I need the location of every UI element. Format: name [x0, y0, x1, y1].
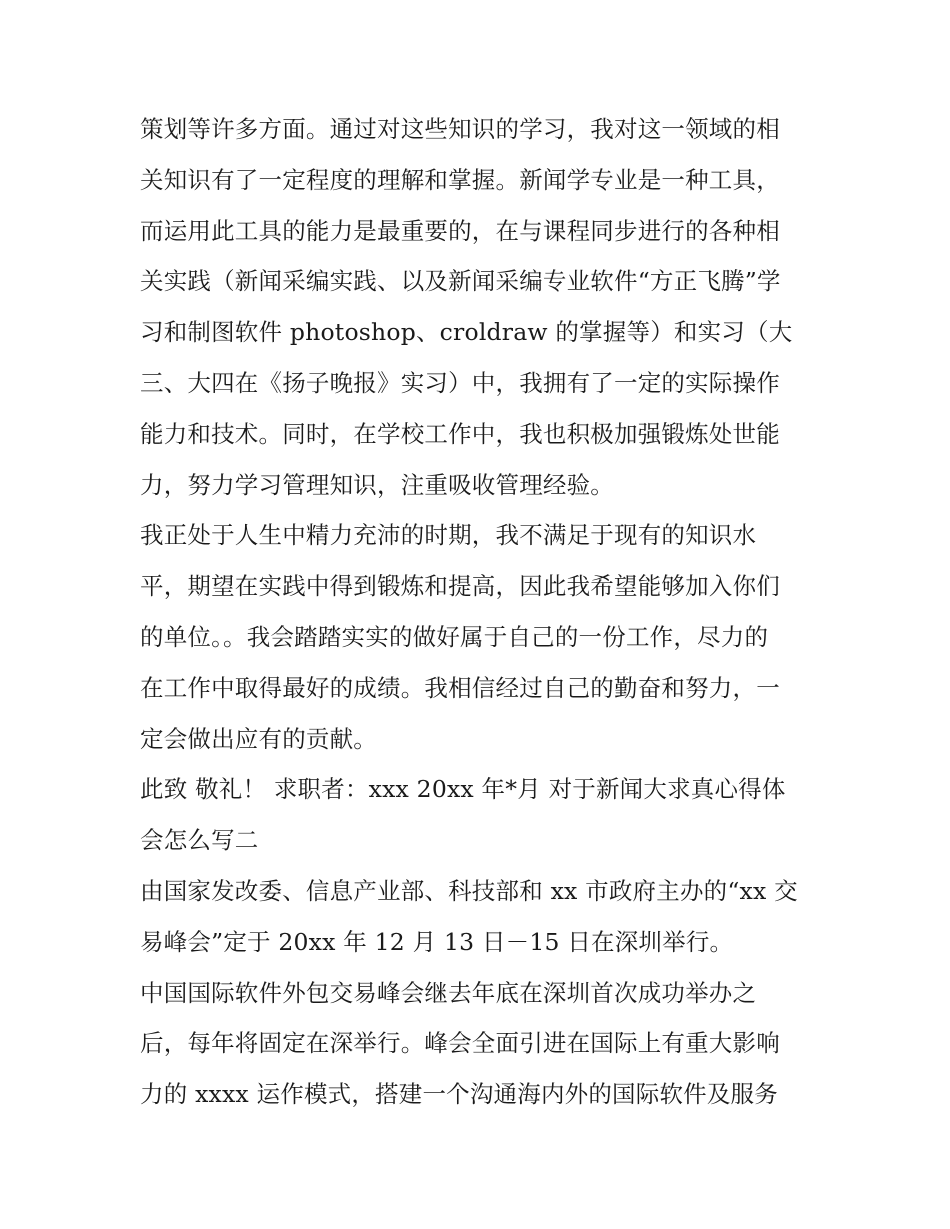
text-line: 易峰会”定于 20xx 年 12 月 13 日－15 日在深圳举行。 [140, 927, 734, 956]
text-line: 由国家发改委、信息产业部、科技部和 xx 市政府主办的“xx 交 [140, 876, 798, 905]
text-line: 策划等许多方面。通过对这些知识的学习，我对这一领域的相 [140, 115, 780, 143]
text-line: 习和制图软件 photoshop、croldraw 的掌握等）和实习（大 [140, 318, 793, 347]
text-line: 三、大四在《扬子晚报》实习）中，我拥有了一定的实际操作 [140, 368, 780, 397]
text-line: 而运用此工具的能力是最重要的，在与课程同步进行的各种相 [140, 216, 780, 245]
text-line: 后，每年将固定在深举行。峰会全面引进在国际上有重大影响 [140, 1029, 780, 1058]
text-line: 中国国际软件外包交易峰会继去年底在深圳首次成功举办之 [140, 978, 757, 1007]
text-line: 力，努力学习管理知识，注重吸收管理经验。 [140, 470, 614, 499]
text-line: 能力和技术。同时，在学校工作中，我也积极加强锻炼处世能 [140, 419, 780, 448]
text-line: 在工作中取得最好的成绩。我相信经过自己的勤奋和努力，一 [140, 673, 780, 702]
text-line: 此致 敬礼！ 求职者：xxx 20xx 年*月 对于新闻大求真心得体 [140, 775, 786, 804]
text-line: 关实践（新闻采编实践、以及新闻采编专业软件“方正飞腾”学 [140, 267, 781, 296]
text-line: 我正处于人生中精力充沛的时期，我不满足于现有的知识水 [140, 521, 757, 550]
text-line: 关知识有了一定程度的理解和掌握。新闻学专业是一种工具， [140, 165, 780, 194]
text-line: 的单位。。我会踏踏实实的做好属于自己的一份工作，尽力的 [140, 622, 769, 651]
text-line: 定会做出应有的贡献。 [140, 724, 377, 753]
text-line: 会怎么写二 [140, 826, 259, 855]
text-line: 平，期望在实践中得到锻炼和提高，因此我希望能够加入你们 [140, 572, 780, 601]
document-body [140, 104, 820, 1120]
text-line: 力的 xxxx 运作模式，搭建一个沟通海内外的国际软件及服务 [140, 1080, 778, 1109]
